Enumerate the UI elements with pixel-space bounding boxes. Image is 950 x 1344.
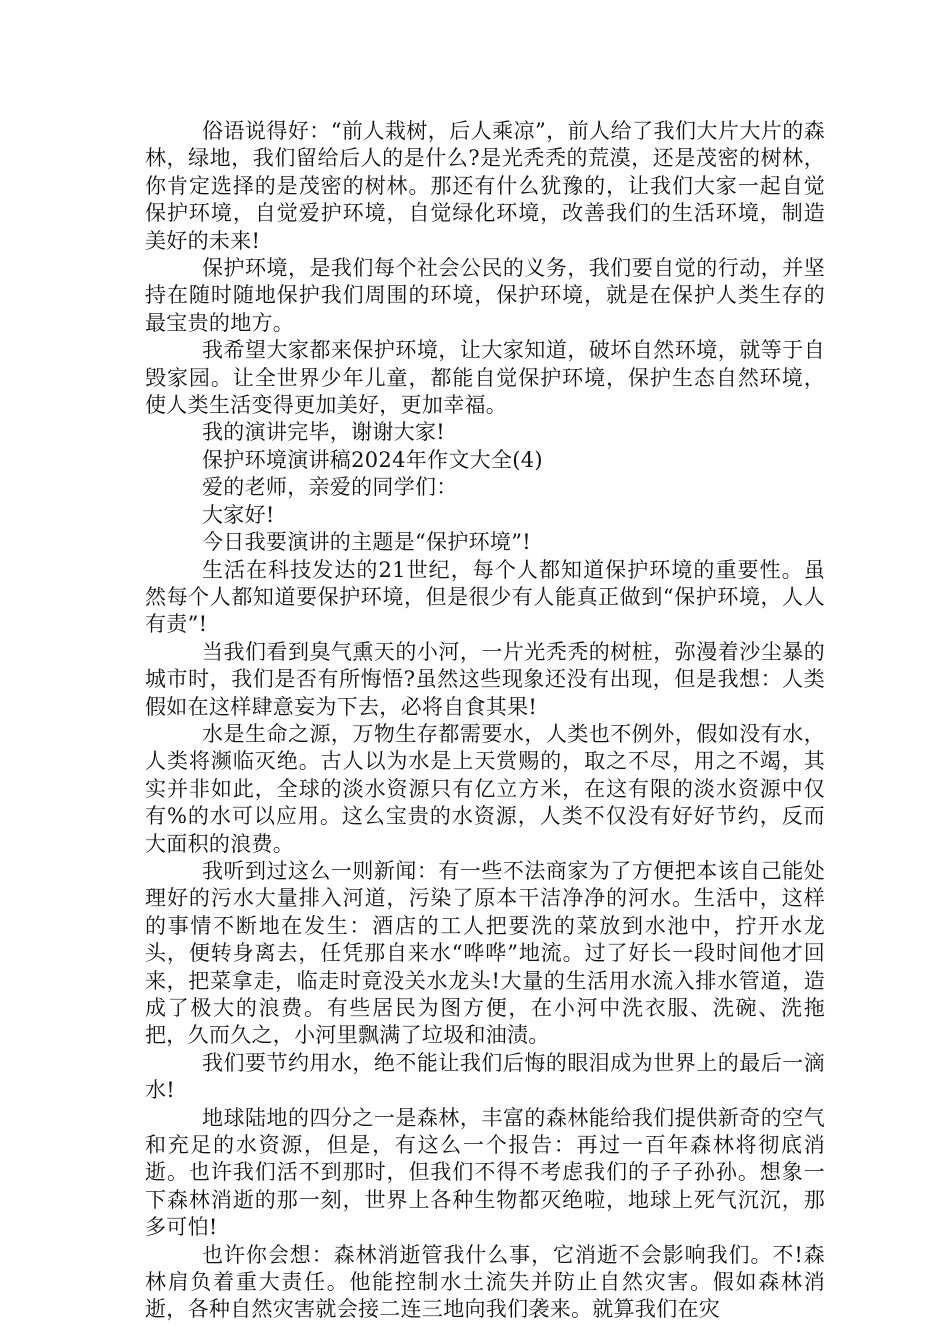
paragraph-technology-era: 生活在科技发达的21世纪，每个人都知道保护环境的重要性。虽然每个人都知道要保护环境，但是很少有人能真正做到“保护环境，人人有责”! (145, 557, 825, 637)
paragraph-forest: 地球陆地的四分之一是森林，丰富的森林能给我们提供新奇的空气和充足的水资源，但是，有这么一个报告：再过一百年森林将彻底消逝。也许我们活不到那时，但我们不得不考虑我们的子子孙孙。想象一下森林消逝的那一刻，世界上各种生物都灭绝啦，地球上死气沉沉，那多可怕! (145, 1105, 825, 1240)
paragraph-polluted-river: 当我们看到臭气熏天的小河，一片光秃秃的树桩，弥漫着沙尘暴的城市时，我们是否有所悔悟?虽然这些现象还没有出现，但是我想：人类假如在这样肆意妄为下去，必将自食其果! (145, 639, 825, 719)
paragraph-civic-duty: 保护环境，是我们每个社会公民的义务，我们要自觉的行动，并坚持在随时随地保护我们周围的环境，保护环境，就是在保护人类生存的最宝贵的地方。 (145, 256, 825, 335)
paragraph-salutation: 爱的老师，亲爱的同学们： (202, 475, 458, 500)
paragraph-forest-responsibility: 也许你会想：森林消逝管我什么事，它消逝不会影响我们。不!森林肩负着重大责任。他能控制水土流失并防止自然灾害。假如森林消逝，各种自然灾害就会接二连三地向我们袭来。就算我们在灾 (145, 1242, 825, 1322)
paragraph-save-water: 我们要节约用水，绝不能让我们后悔的眼泪成为世界上的最后一滴水! (145, 1050, 825, 1103)
paragraph-proverb-intro: 俗语说得好：“前人栽树，后人乘凉”，前人给了我们大片大片的森林，绿地，我们留给后人的是什么?是光秃秃的荒漠，还是茂密的树林，你肯定选择的是茂密的树林。那还有什么犹豫的，让我们大家一起自觉保护环境，自觉爱护环境，自觉绿化环境，改善我们的生活环境，制造美好的未来! (145, 119, 825, 253)
paragraph-news-waste: 我听到过这么一则新闻：有一些不法商家为了方便把本该自己能处理好的污水大量排入河道，污染了原本干洁净净的河水。生活中，这样的事情不断地在发生：酒店的工人把要洗的菜放到水池中，拧开水龙头，便转身离去，任凭那自来水“哗哗”地流。过了好长一段时间他才回来，把菜拿走，临走时竟没关水龙头!大量的生活用水流入排水管道，造成了极大的浪费。有些居民为图方便，在小河中洗衣服、洗碗、洗拖把，久而久之，小河里飘满了垃圾和油渍。 (145, 858, 825, 1048)
section-title: 保护环境演讲稿2024年作文大全(4) (202, 447, 543, 472)
paragraph-greeting: 大家好! (202, 502, 275, 527)
paragraph-theme: 今日我要演讲的主题是“保护环境”! (202, 530, 532, 555)
paragraph-water-source: 水是生命之源，万物生存都需要水，人类也不例外，假如没有水，人类将濒临灭绝。古人以为水是上天赏赐的，取之不尽，用之不竭，其实并非如此，全球的淡水资源只有亿立方米，在这有限的淡水资源中仅有%的水可以应用。这么宝贵的水资源，人类不仅没有好好节约，反而大面积的浪费。 (145, 721, 825, 856)
paragraph-hope: 我希望大家都来保护环境，让大家知道，破坏自然环境，就等于自毁家园。让全世界少年儿童，都能自觉保护环境，保护生态自然环境，使人类生活变得更加美好，更加幸福。 (145, 338, 825, 418)
paragraph-closing-thanks: 我的演讲完毕，谢谢大家! (202, 420, 446, 445)
document-page (145, 118, 825, 1324)
